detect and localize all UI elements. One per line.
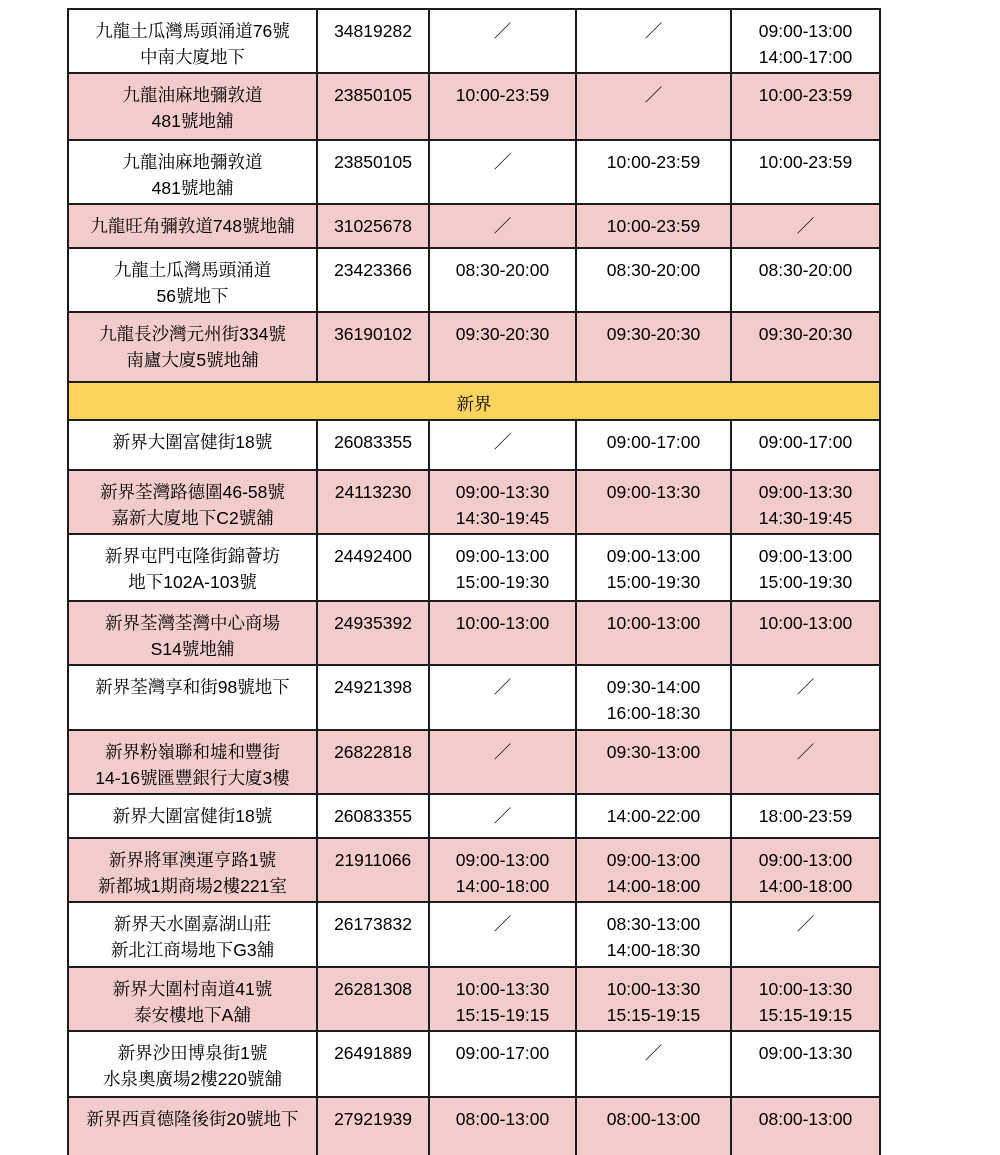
- hours-line: 09:00-13:00: [455, 850, 550, 870]
- hours-col1-cell: [429, 470, 576, 534]
- hours-col2-cell: [576, 1031, 731, 1097]
- address-line: S14號地舖: [150, 639, 235, 659]
- address-cell: [68, 140, 317, 204]
- hours-line: 09:30-20:30: [758, 324, 853, 344]
- hours-col2-cell: [576, 204, 731, 248]
- phone-number: 31025678: [334, 216, 412, 236]
- hours-line: ／: [644, 1043, 663, 1063]
- address-line: 新界荃灣荃灣中心商場: [105, 613, 280, 633]
- hours-line: 14:00-18:00: [758, 876, 853, 896]
- hours-line: 10:00-23:59: [758, 85, 853, 105]
- hours-line: ／: [493, 806, 512, 826]
- hours-line: ／: [796, 216, 815, 236]
- address-line: 56號地下: [156, 286, 229, 306]
- hours-line: 15:00-19:30: [455, 572, 550, 592]
- hours-col2-cell: [576, 794, 731, 838]
- hours-line: 08:00-13:00: [758, 1109, 853, 1129]
- address-cell: [68, 1097, 317, 1155]
- address-cell: [68, 902, 317, 967]
- hours-col2-cell: [576, 730, 731, 794]
- address-cell: [68, 794, 317, 838]
- hours-line: 08:30-20:00: [758, 260, 853, 280]
- table-row: [68, 1031, 880, 1097]
- hours-line: ／: [493, 216, 512, 236]
- address-cell: [68, 730, 317, 794]
- address-line: 481號地舖: [151, 178, 234, 198]
- hours-line: 09:00-13:30: [758, 482, 853, 502]
- hours-line: 10:00-23:59: [606, 216, 701, 236]
- hours-col2-cell: [576, 1097, 731, 1155]
- hours-col3-cell: [731, 967, 880, 1031]
- hours-col2-cell: [576, 534, 731, 601]
- phone-number: 24492400: [334, 546, 412, 566]
- phone-number: 23850105: [334, 85, 412, 105]
- hours-line: 14:00-22:00: [606, 806, 701, 826]
- hours-col3-cell: [731, 665, 880, 730]
- hours-col3-cell: [731, 730, 880, 794]
- hours-line: ／: [493, 742, 512, 762]
- phone-cell: [317, 140, 429, 204]
- hours-line: 09:30-20:30: [606, 324, 701, 344]
- hours-line: ／: [493, 914, 512, 934]
- hours-line: 09:00-13:30: [455, 482, 550, 502]
- address-line: 新界大圍富健街18號: [112, 806, 273, 826]
- hours-line: 14:00-18:00: [606, 876, 701, 896]
- address-line: 新界大圍村南道41號: [112, 979, 273, 999]
- phone-number: 26822818: [334, 742, 412, 762]
- phone-number: 26491889: [334, 1043, 412, 1063]
- hours-col3-cell: [731, 312, 880, 382]
- address-line: 新界屯門屯隆街錦薈坊: [105, 546, 280, 566]
- phone-cell: [317, 794, 429, 838]
- phone-cell: [317, 312, 429, 382]
- branch-hours-table: [67, 8, 881, 1155]
- hours-col1-cell: [429, 794, 576, 838]
- phone-cell: [317, 248, 429, 312]
- hours-col2-cell: [576, 902, 731, 967]
- hours-line: 08:00-13:00: [455, 1109, 550, 1129]
- address-cell: [68, 312, 317, 382]
- address-line: 新都城1期商場2樓221室: [98, 876, 287, 896]
- phone-cell: [317, 967, 429, 1031]
- phone-cell: [317, 601, 429, 665]
- hours-line: 09:00-13:00: [606, 850, 701, 870]
- hours-line: 09:00-13:00: [758, 21, 853, 41]
- hours-line: ／: [644, 21, 663, 41]
- table-row: [68, 140, 880, 204]
- address-line: 泰安樓地下A舖: [134, 1005, 251, 1025]
- hours-line: 08:00-13:00: [606, 1109, 701, 1129]
- hours-col2-cell: [576, 470, 731, 534]
- hours-col1-cell: [429, 73, 576, 140]
- hours-line: ／: [493, 677, 512, 697]
- branch-table-body: [68, 9, 880, 1155]
- hours-line: 09:00-17:00: [606, 432, 701, 452]
- phone-cell: [317, 534, 429, 601]
- phone-cell: [317, 902, 429, 967]
- hours-line: 15:15-19:15: [606, 1005, 701, 1025]
- phone-cell: [317, 470, 429, 534]
- hours-line: ／: [796, 677, 815, 697]
- phone-number: 24921398: [334, 677, 412, 697]
- address-line: 九龍油麻地彌敦道: [122, 85, 263, 105]
- address-line: 新北江商場地下G3舖: [110, 940, 275, 960]
- hours-col2-cell: [576, 140, 731, 204]
- table-row: [68, 204, 880, 248]
- hours-line: 09:30-20:30: [455, 324, 550, 344]
- hours-col1-cell: [429, 902, 576, 967]
- address-cell: [68, 248, 317, 312]
- hours-line: 10:00-13:30: [455, 979, 550, 999]
- address-cell: [68, 665, 317, 730]
- hours-line: 10:00-13:30: [606, 979, 701, 999]
- address-line: 新界將軍澳運亨路1號: [108, 850, 277, 870]
- table-row: [68, 1097, 880, 1155]
- table-row: [68, 601, 880, 665]
- hours-line: 18:00-23:59: [758, 806, 853, 826]
- table-row: [68, 312, 880, 382]
- hours-col1-cell: [429, 967, 576, 1031]
- hours-col3-cell: [731, 248, 880, 312]
- address-line: 南廬大廈5號地舖: [126, 350, 259, 370]
- hours-line: 09:00-13:00: [455, 546, 550, 566]
- hours-line: ／: [796, 914, 815, 934]
- table-row: [68, 534, 880, 601]
- hours-col2-cell: [576, 601, 731, 665]
- hours-col3-cell: [731, 534, 880, 601]
- hours-line: 09:00-13:30: [606, 482, 701, 502]
- hours-col3-cell: [731, 1031, 880, 1097]
- hours-col1-cell: [429, 9, 576, 73]
- address-line: 嘉新大廈地下C2號舖: [111, 508, 274, 528]
- hours-line: 10:00-13:00: [455, 613, 550, 633]
- hours-line: ／: [493, 152, 512, 172]
- address-cell: [68, 9, 317, 73]
- hours-line: ／: [796, 742, 815, 762]
- phone-number: 23423366: [334, 260, 412, 280]
- phone-number: 26083355: [334, 806, 412, 826]
- address-line: 九龍油麻地彌敦道: [122, 152, 263, 172]
- hours-line: 14:00-17:00: [758, 47, 853, 67]
- phone-cell: [317, 730, 429, 794]
- phone-cell: [317, 665, 429, 730]
- address-cell: [68, 470, 317, 534]
- hours-line: 08:30-20:00: [455, 260, 550, 280]
- hours-col3-cell: [731, 1097, 880, 1155]
- hours-line: 10:00-13:30: [758, 979, 853, 999]
- address-line: 九龍土瓜灣馬頭涌道: [113, 260, 272, 280]
- hours-line: 15:00-19:30: [606, 572, 701, 592]
- hours-col1-cell: [429, 601, 576, 665]
- hours-line: 08:30-13:00: [606, 914, 701, 934]
- hours-col1-cell: [429, 838, 576, 902]
- address-line: 水泉奧廣場2樓220號舖: [103, 1069, 282, 1089]
- address-cell: [68, 601, 317, 665]
- hours-line: 09:00-13:00: [758, 546, 853, 566]
- hours-line: ／: [493, 21, 512, 41]
- phone-cell: [317, 204, 429, 248]
- address-line: 中南大廈地下: [140, 47, 245, 67]
- hours-col1-cell: [429, 1097, 576, 1155]
- phone-number: 26281308: [334, 979, 412, 999]
- address-line: 481號地舖: [151, 111, 234, 131]
- address-cell: [68, 534, 317, 601]
- hours-line: 10:00-23:59: [606, 152, 701, 172]
- hours-line: 10:00-13:00: [606, 613, 701, 633]
- hours-line: ／: [493, 432, 512, 452]
- address-cell: [68, 967, 317, 1031]
- hours-col3-cell: [731, 73, 880, 140]
- address-cell: [68, 838, 317, 902]
- phone-cell: [317, 838, 429, 902]
- hours-col2-cell: [576, 312, 731, 382]
- address-line: 新界大圍富健街18號: [112, 432, 273, 452]
- hours-col3-cell: [731, 9, 880, 73]
- address-cell: [68, 1031, 317, 1097]
- phone-cell: [317, 1031, 429, 1097]
- table-row: [68, 794, 880, 838]
- table-row: [68, 902, 880, 967]
- address-line: 新界荃灣享和街98號地下: [95, 677, 290, 697]
- hours-col3-cell: [731, 601, 880, 665]
- address-cell: [68, 204, 317, 248]
- phone-number: 21911066: [334, 850, 412, 870]
- hours-col3-cell: [731, 420, 880, 470]
- hours-col1-cell: [429, 730, 576, 794]
- hours-col1-cell: [429, 420, 576, 470]
- hours-col2-cell: [576, 967, 731, 1031]
- hours-col1-cell: [429, 248, 576, 312]
- phone-number: 24935392: [334, 613, 412, 633]
- address-line: 14-16號匯豐銀行大廈3樓: [95, 768, 290, 788]
- hours-line: 10:00-13:00: [758, 613, 853, 633]
- address-cell: [68, 73, 317, 140]
- address-cell: [68, 420, 317, 470]
- hours-line: 09:00-17:00: [758, 432, 853, 452]
- hours-line: 09:30-14:00: [606, 677, 701, 697]
- hours-line: 16:00-18:30: [606, 703, 701, 723]
- phone-number: 23850105: [334, 152, 412, 172]
- hours-col1-cell: [429, 204, 576, 248]
- address-line: 新界沙田博泉街1號: [117, 1043, 268, 1063]
- hours-col2-cell: [576, 248, 731, 312]
- hours-line: 08:30-20:00: [606, 260, 701, 280]
- hours-col1-cell: [429, 1031, 576, 1097]
- table-row: [68, 967, 880, 1031]
- hours-col3-cell: [731, 204, 880, 248]
- hours-line: 15:15-19:15: [455, 1005, 550, 1025]
- address-line: 九龍土瓜灣馬頭涌道76號: [95, 21, 290, 41]
- table-row: [68, 470, 880, 534]
- phone-cell: [317, 1097, 429, 1155]
- hours-line: ／: [644, 85, 663, 105]
- address-line: 新界粉嶺聯和墟和豐街: [105, 742, 280, 762]
- hours-col1-cell: [429, 534, 576, 601]
- phone-number: 26083355: [334, 432, 412, 452]
- hours-col3-cell: [731, 838, 880, 902]
- hours-col2-cell: [576, 838, 731, 902]
- table-row: [68, 665, 880, 730]
- hours-line: 15:15-19:15: [758, 1005, 853, 1025]
- table-row: [68, 420, 880, 470]
- hours-col3-cell: [731, 470, 880, 534]
- table-row: [68, 730, 880, 794]
- table-row: [68, 248, 880, 312]
- hours-col2-cell: [576, 73, 731, 140]
- address-line: 九龍旺角彌敦道748號地舖: [90, 216, 295, 236]
- table-row: [68, 838, 880, 902]
- address-line: 新界天水圍嘉湖山莊: [113, 914, 272, 934]
- phone-number: 27921939: [334, 1109, 412, 1129]
- hours-line: 10:00-23:59: [758, 152, 853, 172]
- hours-line: 09:00-13:00: [606, 546, 701, 566]
- hours-col3-cell: [731, 794, 880, 838]
- hours-line: 09:00-13:00: [758, 850, 853, 870]
- phone-number: 24113230: [334, 482, 412, 502]
- address-line: 地下102A-103號: [128, 572, 257, 592]
- hours-col2-cell: [576, 665, 731, 730]
- address-line: 新界西貢德隆後街20號地下: [86, 1109, 299, 1129]
- hours-col2-cell: [576, 9, 731, 73]
- table-row: [68, 73, 880, 140]
- hours-line: 14:00-18:30: [606, 940, 701, 960]
- phone-number: 36190102: [334, 324, 412, 344]
- hours-line: 14:30-19:45: [455, 508, 550, 528]
- hours-line: 09:30-13:00: [606, 742, 701, 762]
- hours-line: 14:00-18:00: [455, 876, 550, 896]
- table-row: [68, 9, 880, 73]
- address-line: 九龍長沙灣元州街334號: [99, 324, 286, 344]
- phone-number: 34819282: [334, 21, 412, 41]
- address-line: 新界荃灣路德圍46-58號: [100, 482, 285, 502]
- hours-col1-cell: [429, 312, 576, 382]
- hours-col3-cell: [731, 140, 880, 204]
- hours-col2-cell: [576, 420, 731, 470]
- hours-col3-cell: [731, 902, 880, 967]
- section-header-row: [68, 382, 880, 420]
- hours-line: 10:00-23:59: [455, 85, 550, 105]
- hours-line: 15:00-19:30: [758, 572, 853, 592]
- hours-col1-cell: [429, 140, 576, 204]
- hours-line: 14:30-19:45: [758, 508, 853, 528]
- phone-number: 26173832: [334, 914, 412, 934]
- hours-line: 09:00-17:00: [455, 1043, 550, 1063]
- section-header: 新界: [68, 382, 880, 420]
- hours-line: 09:00-13:30: [758, 1043, 853, 1063]
- phone-cell: [317, 73, 429, 140]
- phone-cell: [317, 420, 429, 470]
- hours-col1-cell: [429, 665, 576, 730]
- phone-cell: [317, 9, 429, 73]
